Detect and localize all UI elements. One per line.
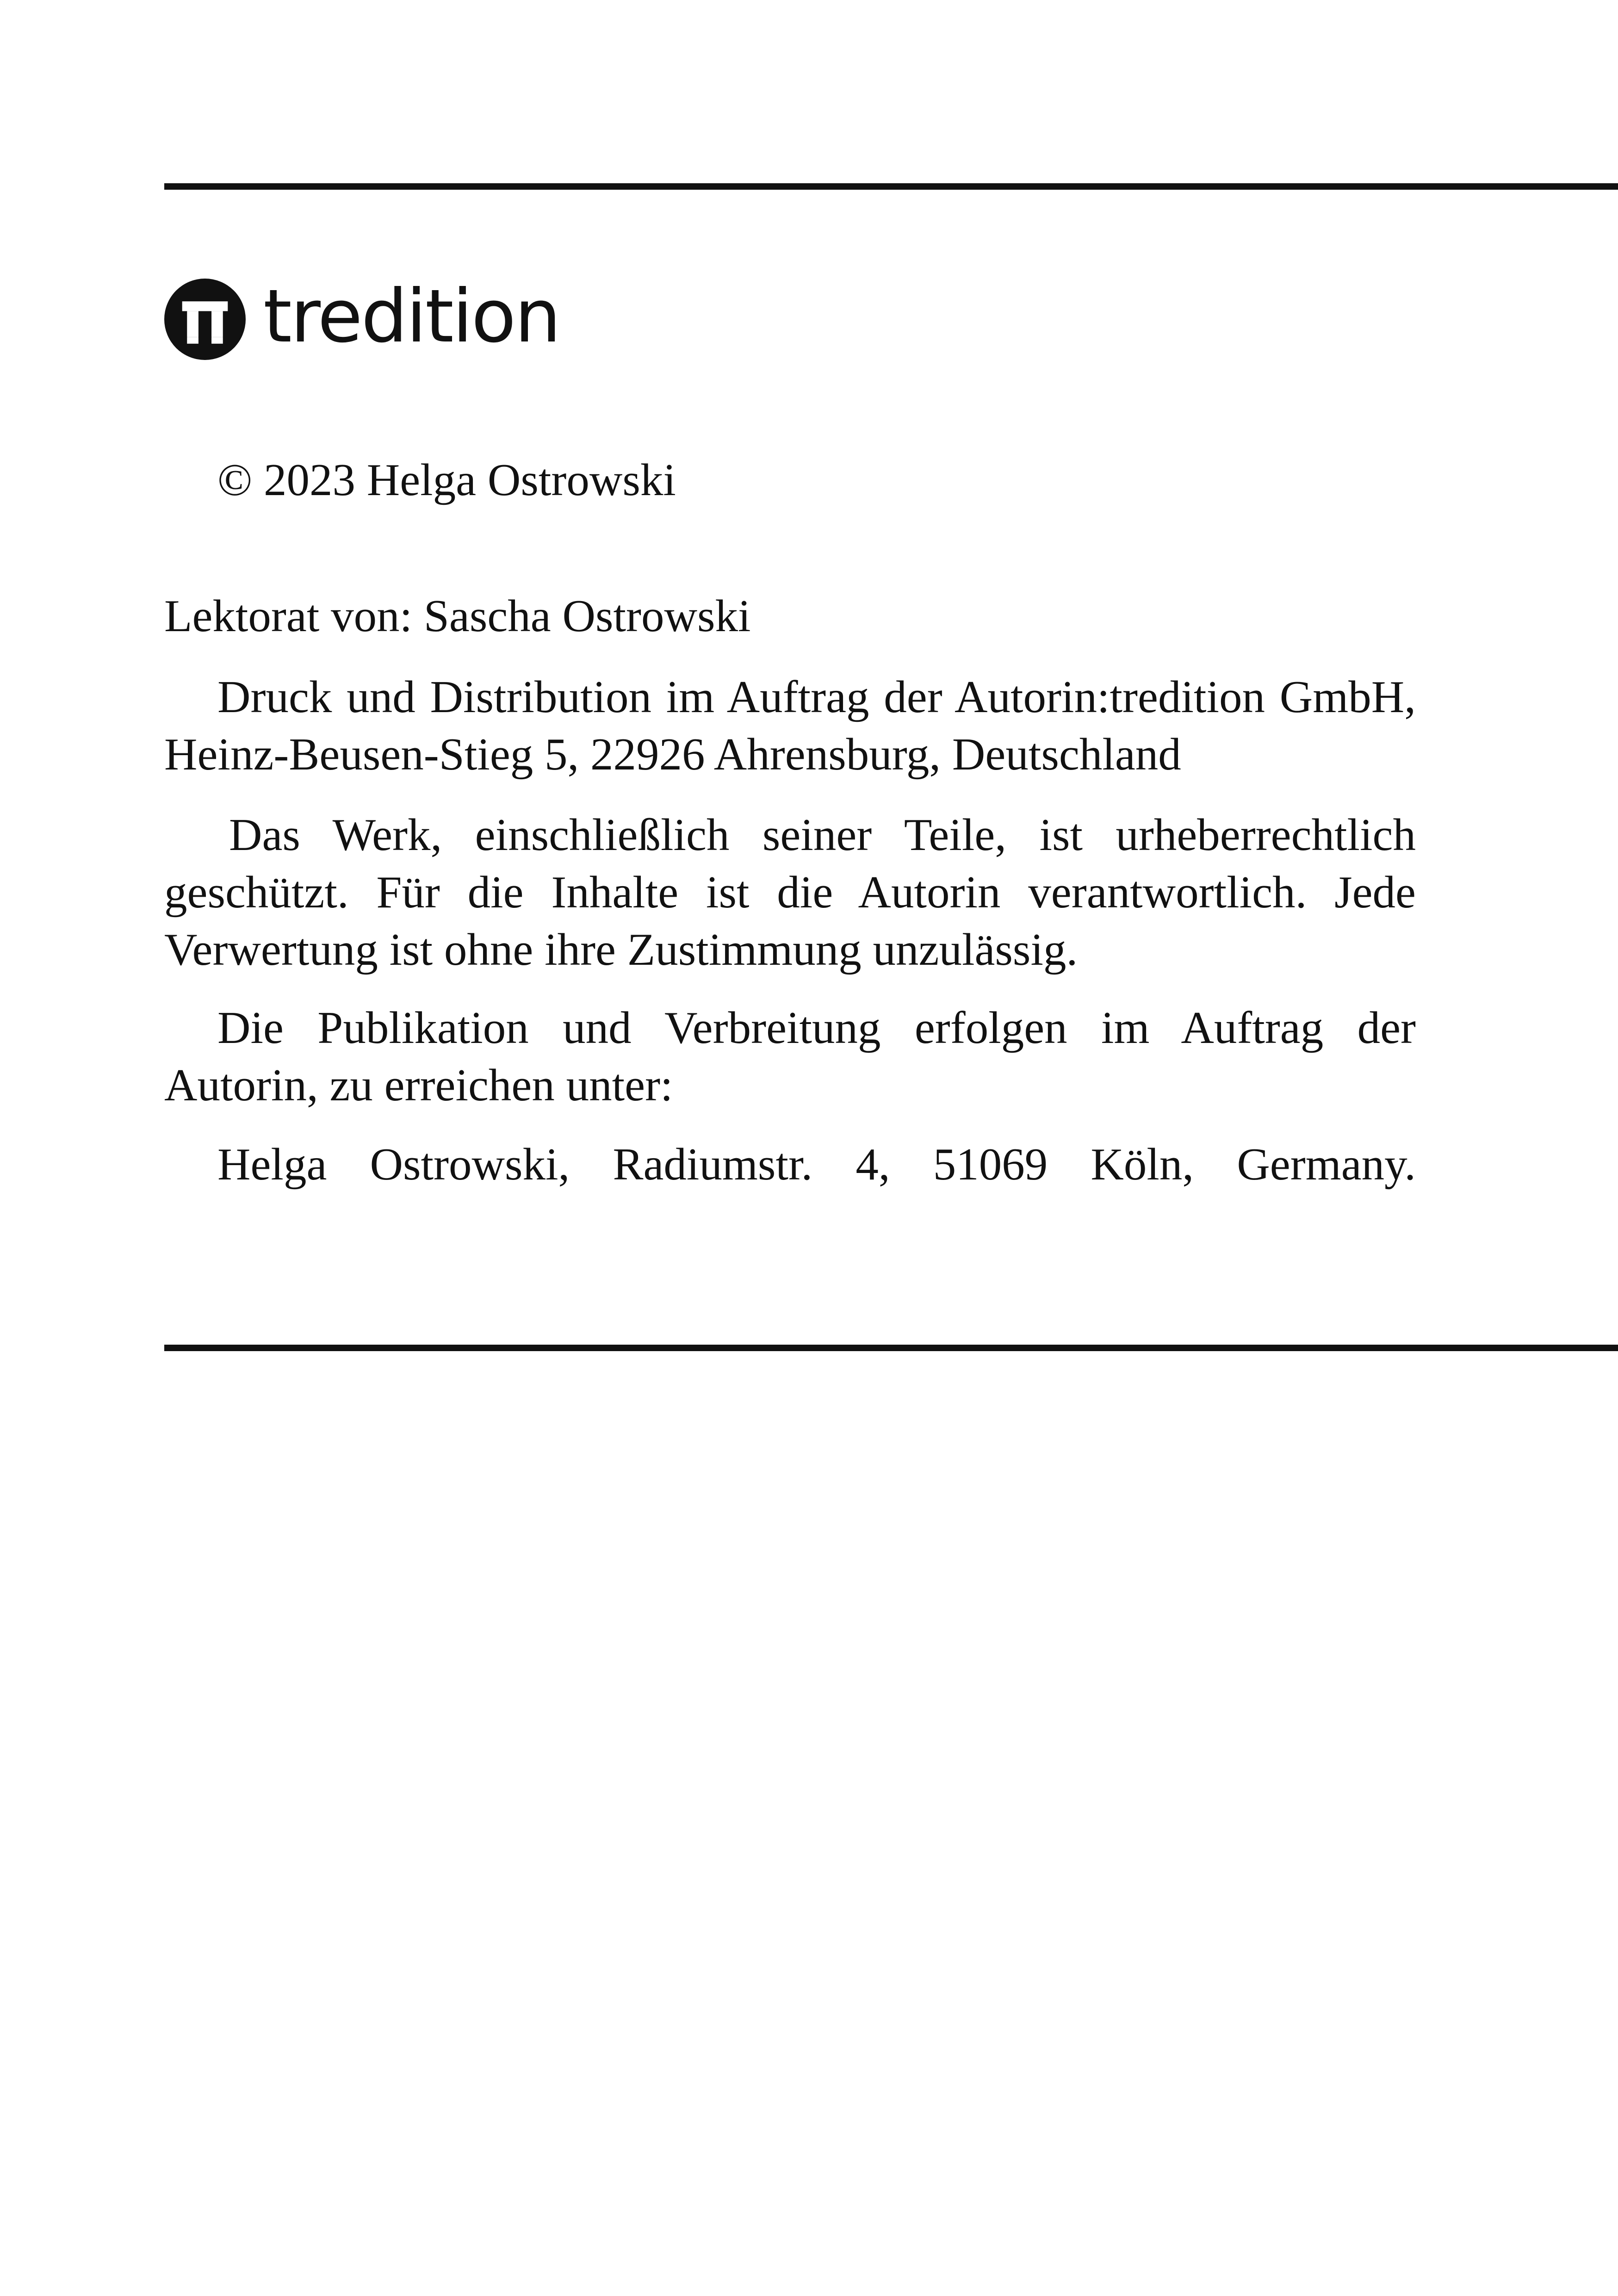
author-address: Helga Ostrowski, Radiumstr. 4, 51069 Köln, Germany. [217,1139,1416,1190]
editor-credit: Lektorat von: Sascha Ostrowski [164,591,751,641]
top-divider [164,183,1618,190]
copyright-notice: © 2023 Helga Ostrowski [217,455,676,505]
copyright-statement: Das Werk, einschließlich seiner Teile, ist urheberrechtlich geschützt. Für die Inhalte ist die Autorin verantwortlich. Jede Verwertung ist ohne ihre Zustimmung unzulässig. [164,810,1416,975]
printing-distribution: Druck und Distribution im Auftrag der Autorin:tredition GmbH, Heinz-Beusen-Stieg 5, 22926 Ahrensburg, Deutschland [164,672,1416,780]
bottom-divider [164,1345,1618,1351]
tredition-logo-icon [164,279,246,360]
publication-statement: Die Publikation und Verbreitung erfolgen im Auftrag der Autorin, zu erreichen unter: [164,1003,1416,1111]
publisher-logo [164,274,560,361]
publisher-name: tredition [263,274,560,359]
